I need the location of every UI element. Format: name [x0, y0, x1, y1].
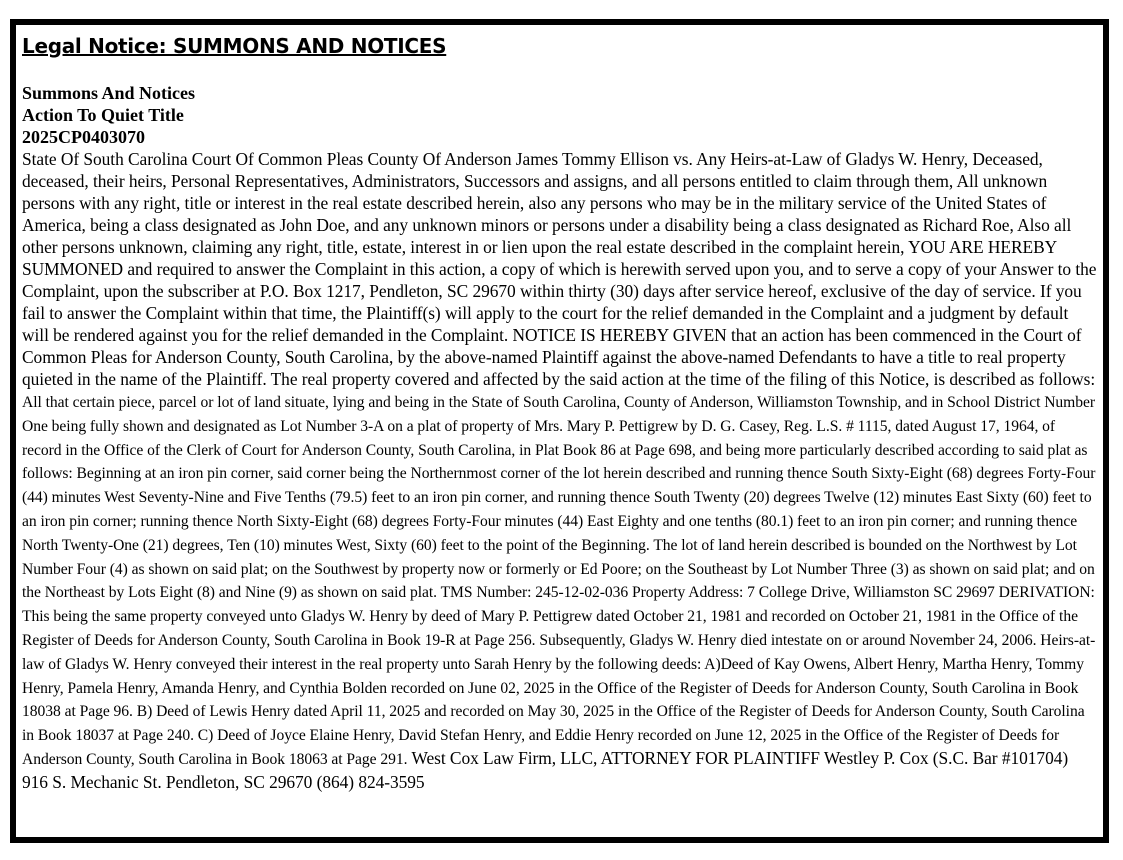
property-description: All that certain piece, parcel or lot of land situate, lying and being in the State of South Carolina, County of Anderson, Williamston Township, and in School District Number One being fully shown and designated as Lot Number 3-A on a plat of property of Mrs. Mary P. Pettigrew by D. G. Casey, Reg. L.S. # 1115, dated August 17, 1964, of record in the Office of the Clerk of Court for Anderson County, South Carolina, in Plat Book 86 at Page 698, and being more particularly described according to said plat as follows: Beginning at an iron pin corner, said corner being the Northernmost corner of the lot herein described and running thence South Sixty-Eight (68) degrees Forty-Four (44) minutes West Seventy-Nine and Five Tenths (79.5) feet to an iron pin corner, and running thence South Twenty (20) degrees Twelve (12) minutes East Sixty (60) feet to an iron pin corner; running thence North Sixty-Eight (68) degrees Forty-Four minutes (44) East Eighty and one tenths (80.1) feet to an iron pin corner; and running thence North Twenty-One (21) degrees, Ten (10) minutes West, Sixty (60) feet to the point of the Beginning. The lot of land herein described is bounded on the Northwest by Lot Number Four (4) as shown on said plat; on the Southwest by property now or formerly or Ed Poore; on the Southeast by Lot Number Three (3) as shown on said plat; and on the Northeast by Lots Eight (8) and Nine (9) as shown on said plat. TMS Number: 245-12-02-036 Property Address: 7 College Drive, Williamston SC 29697 DERIVATION: This being the same property conveyed unto Gladys W. Henry by deed of Mary P. Pettigrew dated October 21, 1981 and recorded on October 21, 1981 in the Office of the Register of Deeds for Anderson County, South Carolina in Book 19-R at Page 256. Subsequently, Gladys W. Henry died intestate on or around November 24, 2006. Heirs-at-law of Gladys W. Henry conveyed their interest in the real property unto Sarah Henry by the following deeds: A)Deed of Kay Owens, Albert Henry, Martha Henry, Tommy Henry, Pamela Henry, Amanda Henry, and Cynthia Bolden recorded on June 02, 2025 in the Office of the Register of Deeds for Anderson County, South Carolina in Book 18038 at Page 96. B) Deed of Lewis Henry dated April 11, 2025 and recorded on May 30, 2025 in the Office of the Register of Deeds for Anderson County, South Carolina in Book 18037 at Page 240. C) Deed of Joyce Elaine Henry, David Stefan Henry, and Eddie Henry recorded on June 12, 2025 in the Office of the Register of Deeds for Anderson County, South Carolina in Book 18063 at Page 291. — [22, 394, 1096, 768]
legal-notice-frame — [10, 19, 1109, 843]
attorney-signature: West Cox Law Firm, LLC, ATTORNEY FOR PLAINTIFF Westley P. Cox (S.C. Bar #101704) 916 S. Mechanic St. Pendleton, SC 29670 (864) 824-3595 — [22, 747, 1069, 792]
notice-title: Legal Notice: SUMMONS AND NOTICES — [22, 34, 447, 58]
case-number: 2025CP0403070 — [22, 127, 145, 147]
notice-heading: Summons And Notices — [22, 83, 196, 103]
notice-body — [22, 148, 1098, 793]
notice-content — [22, 82, 1098, 793]
summons-text: State Of South Carolina Court Of Common Pleas County Of Anderson James Tommy Ellison vs. Any Heirs-at-Law of Gladys W. Henry, Deceased, deceased, their heirs, Personal Representatives, Administrators, Successors and assigns, and all persons entitled to claim through them, All unknown persons with any right, title or interest in the real estate described herein, also any persons who may be in the military service of the United States of America, being a class designated as John Doe, and any unknown minors or persons under a disability being a class designated as Richard Roe, Also all other persons unknown, claiming any right, title, estate, interest in or lien upon the real estate described in the complaint herein, YOU ARE HEREBY SUMMONED and required to answer the Complaint in this action, a copy of which is herewith served upon you, and to serve a copy of your Answer to the Complaint, upon the subscriber at P.O. Box 1217, Pendleton, SC 29670 within thirty (30) days after service hereof, exclusive of the day of service. If you fail to answer the Complaint within that time, the Plaintiff(s) will apply to the court for the relief demanded in the Complaint and a judgment by default will be rendered against you for the relief demanded in the Complaint. NOTICE IS HEREBY GIVEN that an action has been commenced in the Court of Common Pleas for Anderson County, South Carolina, by the above-named Plaintiff against the above-named Defendants to have a title to real property quieted in the name of the Plaintiff. The real property covered and affected by the said action at the time of the filing of this Notice, is described as follows: — [22, 149, 1097, 389]
notice-subheading: Action To Quiet Title — [22, 105, 184, 125]
